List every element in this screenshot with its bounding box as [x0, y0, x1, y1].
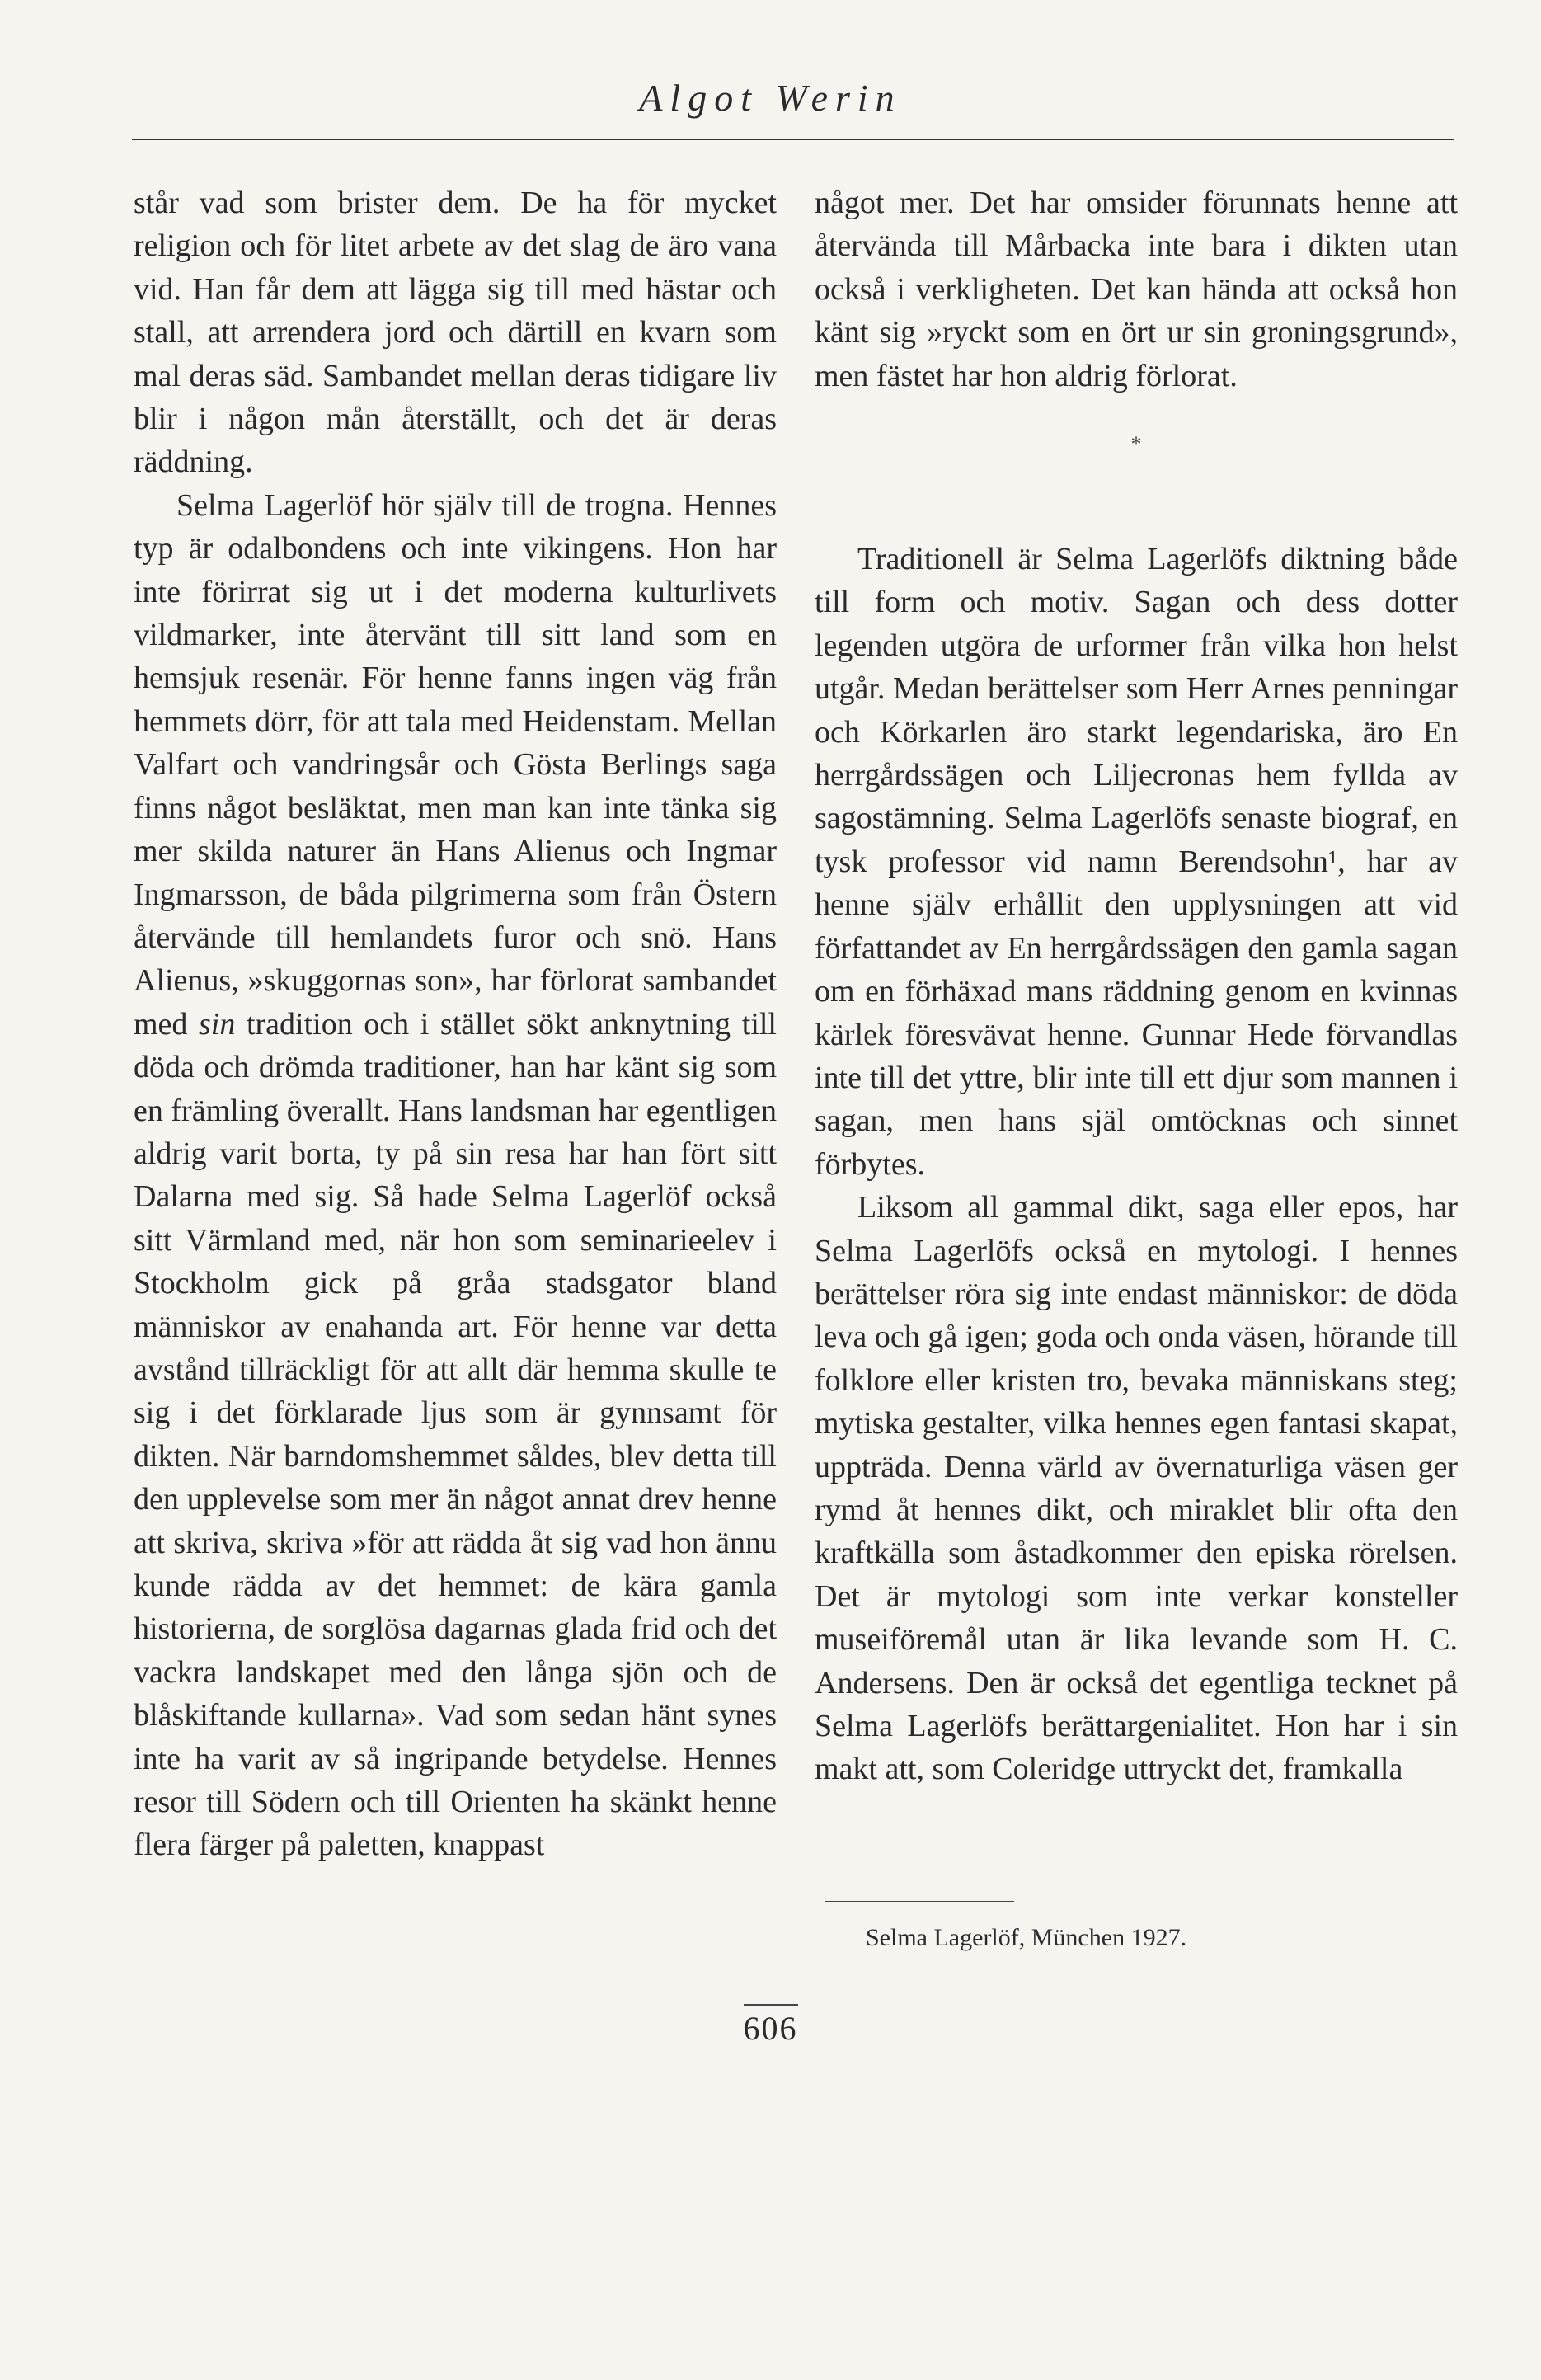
left-paragraph-1: står vad som brister dem. De ha för mycket religion och för litet arbete av det slag de äro vana vid. Han får dem att lägga sig till med hästar och stall, att arrendera jord och därtill en kvarn som mal deras säd. Sambandet mellan deras tidigare liv blir i någon mån återställt, och det är deras räddning.: [134, 186, 777, 480]
right-paragraph-1: något mer. Det har omsider förunnats henne att återvända till Mårbacka inte bara i dikten utan också i verkligheten. Det kan hända att också hon känt sig »ryckt som en ört ur sin groningsgrund», men fästet har hon aldrig förlorat.: [815, 186, 1458, 393]
running-header: Algot Werin: [639, 77, 902, 119]
section-asterisk: *: [1130, 432, 1142, 457]
page-number-text: 606: [744, 2004, 798, 2048]
left-column: [134, 181, 777, 1867]
left-paragraph-2: [134, 484, 777, 1867]
right-column: [815, 181, 1458, 1791]
left-paragraph-2-emphasis: sin: [199, 1006, 236, 1042]
left-paragraph-2-part-1: Selma Lagerlöf hör själv till de trogna. Hennes typ är odalbondens och inte vikingens. Hon har inte förirrat sig ut i det moderna kulturlivets vildmarker, inte återvänt till sitt land som en hemsjuk resenär. För henne fanns ingen väg från hemmets dörr, för att tala med Heidenstam. Mellan Valfart och vandringsår och Gösta Berlings saga finns något besläktat, men man kan inte tänka sig mer skilda naturer än Hans Alienus och Ingmar Ingmarsson, de båda pilgrimerna som från Östern återvände till hemlandets furor och snö. Hans Alienus, »skuggornas son», har förlorat sambandet med: [134, 487, 777, 1042]
footnote-rule: [825, 1901, 1014, 1902]
section-gap: [815, 455, 1458, 538]
right-paragraph-2: Traditionell är Selma Lagerlöfs diktning både till form och motiv. Sagan och dess dotter legenden utgöra de urformer från vilka hon helst utgår. Medan berättelser som Herr Arnes penningar och Körkarlen äro starkt legendariska, äro En herrgårdssägen och Liljecronas hem fyllda av sagostämning. Selma Lagerlöfs senaste biograf, en tysk professor vid namn Berendsohn¹, har av henne själv erhållit den upplysningen att vid författandet av En herrgårdssägen den gamla sagan om en förhäxad mans räddning genom en kvinnas kärlek föresvävat henne. Gunnar Hede förvandlas inte till det yttre, blir inte till ett djur som mannen i sagan, men hans själ omtöcknas och sinnet förbytes.: [815, 542, 1458, 1182]
right-paragraph-3: Liksom all gammal dikt, saga eller epos, har Selma Lagerlöfs också en mytologi. I hennes berättelser röra sig inte endast människor: de döda leva och gå igen; goda och onda väsen, hörande till folklore eller kristen tro, bevaka människans steg; mytiska gestalter, vilka hennes egen fantasi skapat, uppträda. Denna värld av övernaturliga väsen ger rymd åt hennes dikt, och miraklet blir ofta den kraftkälla som åstadkommer den episka rörelsen. Det är mytologi som inte verkar konsteller museiföremål utan är lika levande som H. C. Andersens. Den är också det egentliga tecknet på Selma Lagerlöfs berättargenialitet. Hon har i sin makt att, som Coleridge uttryckt det, framkalla: [815, 1190, 1458, 1787]
left-paragraph-2-part-2: tradition och i stället sökt anknytning till döda och drömda traditioner, han har känt sig som en främling överallt. Hans landsman har egentligen aldrig varit borta, ty på sin resa har han fört sitt Dalarna med sig. Så hade Selma Lagerlöf också sitt Värmland med, när hon som seminarieelev i Stockholm gick på gråa stadsgator bland människor av enahanda art. För henne var detta avstånd tillräckligt för att allt där hemma skulle te sig i det förklarade ljus som är gynnsamt för dikten. När barndomshemmet såldes, blev detta till den upplevelse som mer än något annat drev henne att skriva, skriva »för att rädda åt sig vad hon ännu kunde rädda av det hemmet: de kära gamla historierna, de sorglösa dagarnas glada frid och det vackra landskapet med den långa sjön och de blåskiftande kullarna». Vad som sedan hänt synes inte ha varit av så ingripande betydelse. Hennes resor till Södern och till Orienten ha skänkt henne flera färger på paletten, knappast: [134, 1006, 777, 1863]
header-rule: [132, 139, 1454, 140]
page-number: [0, 2004, 1541, 2048]
footnote: Selma Lagerlöf, München 1927.: [866, 1924, 1187, 1951]
